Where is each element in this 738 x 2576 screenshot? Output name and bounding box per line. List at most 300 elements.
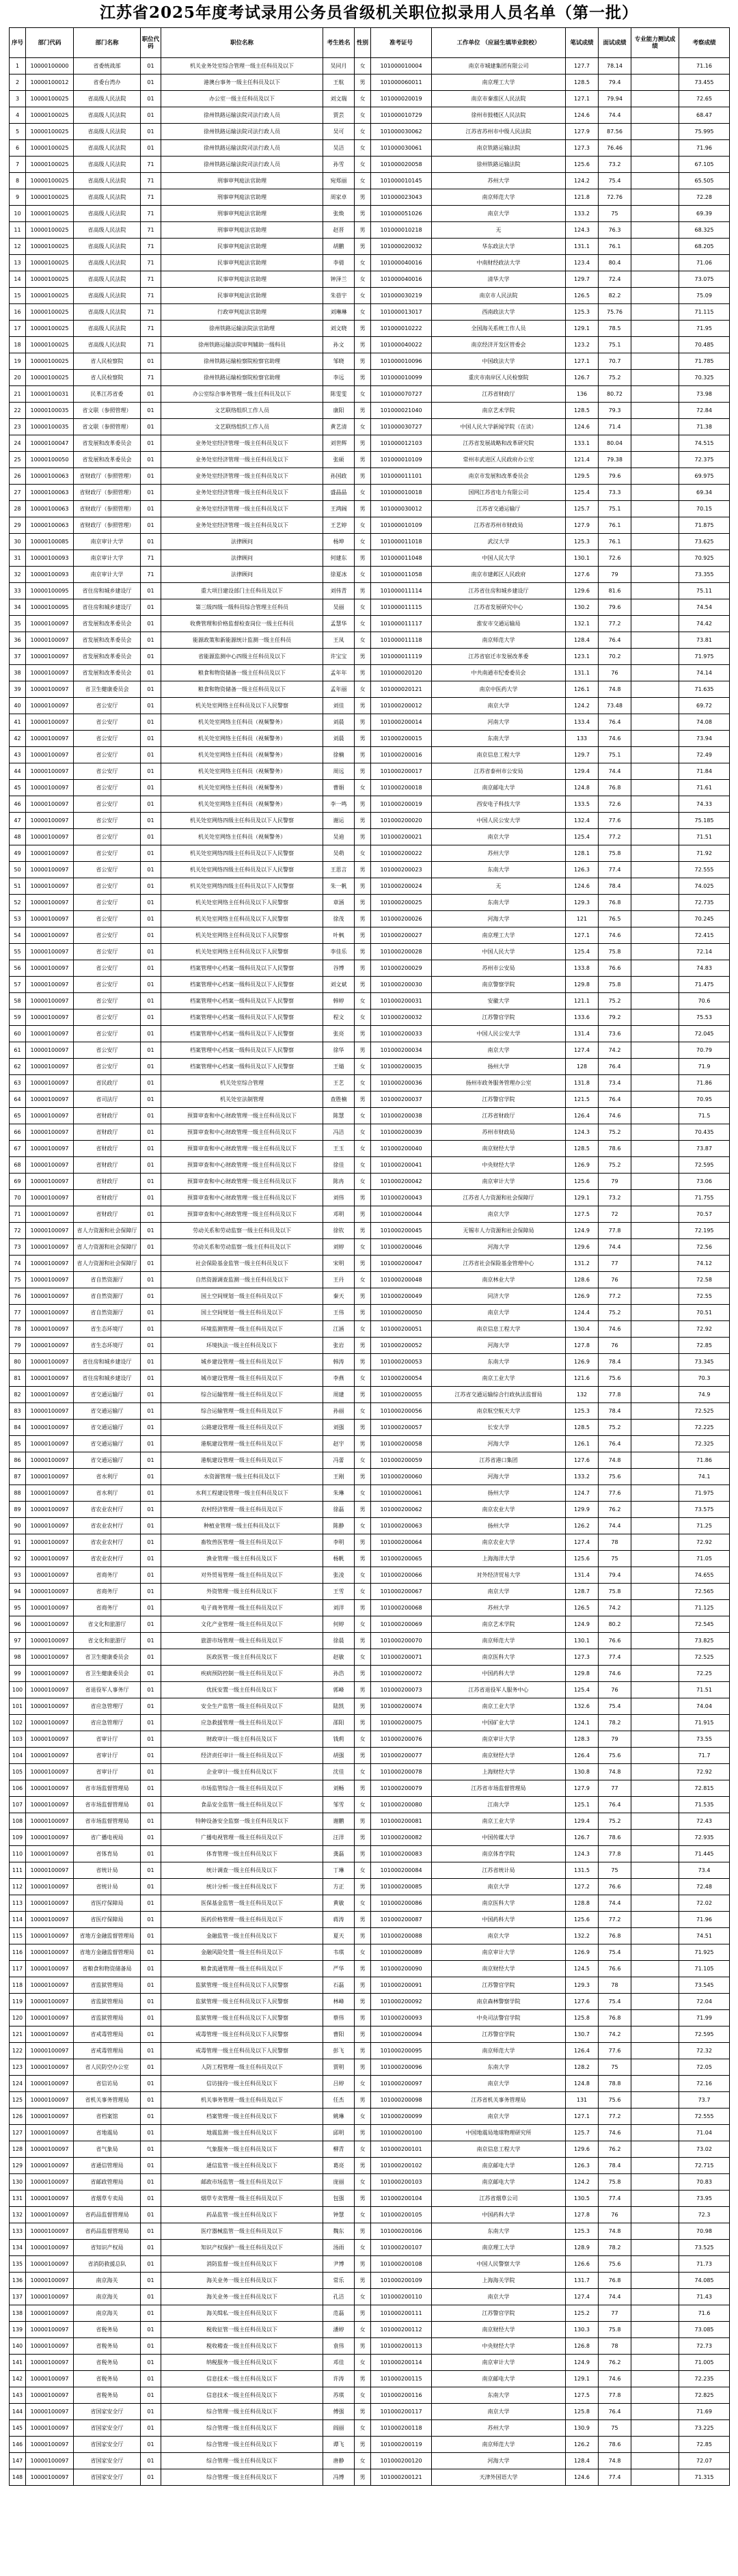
- cell-post-code: 01: [141, 124, 161, 140]
- cell-dept-code: 10000100097: [26, 2174, 74, 2191]
- cell-exam-no: 101000200039: [371, 1124, 432, 1141]
- cell-post-name: 知识产权保护一级主任科员及以下: [161, 2240, 323, 2256]
- cell-post-code: 71: [141, 173, 161, 189]
- cell-dept-code: 10000100097: [26, 1321, 74, 1338]
- cell-skill-score: [631, 288, 679, 304]
- cell-employer: 中国人民大学: [432, 550, 566, 567]
- cell-interview-score: 79.6: [599, 599, 631, 616]
- cell-post-name: 机关处室网络主任科员（视频警务）: [161, 829, 323, 845]
- cell-total-score: 71.96: [679, 140, 730, 157]
- cell-name: 宛郑丽: [323, 173, 355, 189]
- cell-written-score: 132: [566, 1387, 599, 1403]
- cell-index: 38: [10, 665, 26, 681]
- cell-name: 刘文斌: [323, 977, 355, 993]
- cell-gender: 男: [355, 2223, 371, 2240]
- cell-written-score: 131.4: [566, 1026, 599, 1042]
- cell-total-score: 74.655: [679, 1567, 730, 1584]
- cell-post-code: 01: [141, 1239, 161, 1256]
- cell-written-score: 124.6: [566, 2469, 599, 2486]
- cell-exam-no: 101000030012: [371, 501, 432, 517]
- cell-interview-score: 76: [599, 2207, 631, 2223]
- cell-dept-code: 10000100097: [26, 993, 74, 1009]
- cell-dept-code: 10000100025: [26, 124, 74, 140]
- cell-post-code: 01: [141, 1977, 161, 1994]
- cell-dept-code: 10000100097: [26, 1387, 74, 1403]
- cell-written-score: 127.1: [566, 353, 599, 370]
- cell-exam-no: 101000020121: [371, 681, 432, 698]
- cell-gender: 男: [355, 550, 371, 567]
- cell-post-name: 徐州铁路运输检察院检察官助理: [161, 353, 323, 370]
- cell-exam-no: 101000200087: [371, 1912, 432, 1928]
- cell-post-name: 档案管理中心档案一级科员及以下人民警察: [161, 1026, 323, 1042]
- table-row: [10, 1748, 730, 1764]
- cell-post-name: 重大项目建设部门主任科员及以下: [161, 583, 323, 599]
- cell-skill-score: [631, 370, 679, 386]
- cell-exam-no: 101000200113: [371, 2338, 432, 2355]
- cell-gender: 男: [355, 796, 371, 813]
- cell-name: 吴洁: [323, 140, 355, 157]
- cell-gender: 女: [355, 2387, 371, 2404]
- cell-interview-score: 75: [599, 2420, 631, 2437]
- cell-post-name: 刑事审判庭法官助理: [161, 222, 323, 239]
- cell-index: 102: [10, 1715, 26, 1731]
- cell-written-score: 130.3: [566, 2322, 599, 2338]
- cell-name: 许宝宝: [323, 649, 355, 665]
- cell-exam-no: 101000200109: [371, 2273, 432, 2289]
- cell-interview-score: 75.4: [599, 1944, 631, 1961]
- table-row: [10, 977, 730, 993]
- cell-total-score: 73.81: [679, 632, 730, 649]
- cell-exam-no: 101000200047: [371, 1256, 432, 1272]
- cell-post-name: 徐州铁路运输检察院检察官助理: [161, 370, 323, 386]
- cell-written-score: 124.9: [566, 1616, 599, 1633]
- cell-skill-score: [631, 2289, 679, 2305]
- cell-post-name: 城市建设管理一级主任科员及以下: [161, 1370, 323, 1387]
- cell-index: 36: [10, 632, 26, 649]
- cell-employer: 南京师范大学: [432, 2437, 566, 2453]
- cell-index: 86: [10, 1452, 26, 1469]
- cell-index: 10: [10, 206, 26, 222]
- cell-dept-code: 10000100097: [26, 1108, 74, 1124]
- table-row: [10, 1354, 730, 1370]
- cell-post-name: 业务处室经济管理一级主任科员及以下: [161, 501, 323, 517]
- cell-written-score: 133.6: [566, 1009, 599, 1026]
- cell-interview-score: 76.1: [599, 534, 631, 550]
- cell-interview-score: 77.8: [599, 1387, 631, 1403]
- cell-exam-no: 101000200114: [371, 2355, 432, 2371]
- cell-employer: 同济大学: [432, 1288, 566, 1305]
- cell-skill-score: [631, 1157, 679, 1174]
- cell-interview-score: 71.4: [599, 419, 631, 435]
- cell-gender: 男: [355, 337, 371, 353]
- cell-dept-code: 10000100025: [26, 353, 74, 370]
- cell-employer: 江苏省泰州市公安局: [432, 763, 566, 780]
- cell-post-code: 01: [141, 91, 161, 107]
- table-row: [10, 2026, 730, 2043]
- cell-dept-name: 省交通运输厅: [74, 1403, 141, 1420]
- cell-total-score: 71.16: [679, 58, 730, 74]
- cell-post-name: 水资源管理一级主任科员及以下: [161, 1469, 323, 1485]
- cell-interview-score: 76.6: [599, 960, 631, 977]
- cell-employer: 西南政法大学: [432, 304, 566, 321]
- table-row: [10, 1436, 730, 1452]
- table-row: [10, 2404, 730, 2420]
- cell-dept-name: 省公安厅: [74, 747, 141, 763]
- cell-gender: 男: [355, 2305, 371, 2322]
- cell-dept-name: 省高级人民法院: [74, 91, 141, 107]
- cell-name: 刘伟青: [323, 583, 355, 599]
- cell-name: 胡强: [323, 1748, 355, 1764]
- cell-dept-code: 10000100097: [26, 1288, 74, 1305]
- cell-dept-name: 省财政厅: [74, 1190, 141, 1206]
- cell-post-code: 01: [141, 1042, 161, 1059]
- cell-total-score: 74.04: [679, 1698, 730, 1715]
- cell-employer: 东南大学: [432, 895, 566, 911]
- cell-post-code: 01: [141, 2305, 161, 2322]
- cell-interview-score: 82.2: [599, 288, 631, 304]
- cell-total-score: 73.355: [679, 567, 730, 583]
- cell-post-name: 渔业管理一级主任科员及以下: [161, 1551, 323, 1567]
- cell-total-score: 71.475: [679, 977, 730, 993]
- cell-dept-name: 省财政厅: [74, 1174, 141, 1190]
- cell-post-name: 业务处室经济管理一级主任科员及以下: [161, 485, 323, 501]
- cell-dept-name: 省文联（参照管理）: [74, 403, 141, 419]
- cell-post-code: 01: [141, 2141, 161, 2158]
- cell-gender: 女: [355, 517, 371, 534]
- cell-index: 90: [10, 1518, 26, 1534]
- cell-total-score: 71.535: [679, 1797, 730, 1813]
- cell-post-code: 01: [141, 944, 161, 960]
- cell-interview-score: 75.76: [599, 304, 631, 321]
- cell-name: 赵敏: [323, 1649, 355, 1666]
- cell-interview-score: 75.6: [599, 1748, 631, 1764]
- cell-exam-no: 101000200016: [371, 747, 432, 763]
- cell-total-score: 73.94: [679, 731, 730, 747]
- cell-dept-name: 省高级人民法院: [74, 140, 141, 157]
- cell-name: 徐茂: [323, 911, 355, 927]
- cell-written-score: 124.2: [566, 2174, 599, 2191]
- cell-dept-name: 省体育局: [74, 1846, 141, 1862]
- cell-dept-name: 省税务局: [74, 2322, 141, 2338]
- cell-written-score: 125.6: [566, 1551, 599, 1567]
- cell-employer: 南京大学: [432, 1879, 566, 1895]
- cell-name: 赵宇: [323, 1436, 355, 1452]
- cell-gender: 男: [355, 1666, 371, 1682]
- cell-dept-name: 省高级人民法院: [74, 239, 141, 255]
- cell-total-score: 72.32: [679, 2043, 730, 2059]
- cell-dept-name: 省公安厅: [74, 1042, 141, 1059]
- cell-interview-score: 76.4: [599, 714, 631, 731]
- cell-exam-no: 101000010109: [371, 517, 432, 534]
- cell-total-score: 71.61: [679, 780, 730, 796]
- cell-index: 62: [10, 1059, 26, 1075]
- cell-written-score: 126.9: [566, 1354, 599, 1370]
- cell-interview-score: 81.6: [599, 583, 631, 599]
- cell-total-score: 73.98: [679, 386, 730, 403]
- cell-interview-score: 78.4: [599, 1403, 631, 1420]
- cell-employer: 西安电子科技大学: [432, 796, 566, 813]
- table-row: [10, 189, 730, 206]
- cell-post-code: 01: [141, 403, 161, 419]
- cell-dept-name: 省人力资源和社会保障厅: [74, 1239, 141, 1256]
- cell-name: 叶枫: [323, 927, 355, 944]
- cell-dept-code: 10000100097: [26, 1633, 74, 1649]
- cell-interview-score: 76.4: [599, 2404, 631, 2420]
- cell-gender: 男: [355, 2256, 371, 2273]
- cell-index: 116: [10, 1944, 26, 1961]
- table-row: [10, 2092, 730, 2109]
- cell-total-score: 72.045: [679, 1026, 730, 1042]
- cell-dept-name: 省财政厅: [74, 1206, 141, 1223]
- cell-name: 常乐: [323, 2273, 355, 2289]
- cell-dept-code: 10000100097: [26, 796, 74, 813]
- cell-interview-score: 79.94: [599, 91, 631, 107]
- cell-name: 韩婷: [323, 993, 355, 1009]
- cell-post-code: 01: [141, 1551, 161, 1567]
- cell-name: 张焕: [323, 206, 355, 222]
- cell-total-score: 75.185: [679, 813, 730, 829]
- cell-name: 李倩: [323, 255, 355, 271]
- table-row: [10, 1452, 730, 1469]
- cell-written-score: 127.6: [566, 567, 599, 583]
- cell-index: 45: [10, 780, 26, 796]
- cell-total-score: 73.55: [679, 1731, 730, 1748]
- cell-dept-name: 省发展和改革委员会: [74, 616, 141, 632]
- cell-skill-score: [631, 74, 679, 91]
- cell-exam-no: 101000040016: [371, 271, 432, 288]
- cell-employer: 中国人民警察大学: [432, 2256, 566, 2273]
- cell-interview-score: 70.2: [599, 649, 631, 665]
- cell-dept-code: 10000100097: [26, 2010, 74, 2026]
- cell-post-code: 71: [141, 157, 161, 173]
- cell-total-score: 74.025: [679, 878, 730, 895]
- cell-employer: 江苏省宿迁市发展改革委: [432, 649, 566, 665]
- cell-index: 124: [10, 2076, 26, 2092]
- cell-total-score: 73.455: [679, 74, 730, 91]
- cell-skill-score: [631, 157, 679, 173]
- table-row: [10, 353, 730, 370]
- cell-gender: 男: [355, 1633, 371, 1649]
- cell-name: 邓明: [323, 1206, 355, 1223]
- cell-written-score: 125.4: [566, 485, 599, 501]
- cell-interview-score: 72.6: [599, 796, 631, 813]
- cell-interview-score: 77.8: [599, 2387, 631, 2404]
- cell-written-score: 125.7: [566, 501, 599, 517]
- cell-name: 孙丽: [323, 1403, 355, 1420]
- cell-skill-score: [631, 173, 679, 189]
- cell-index: 29: [10, 517, 26, 534]
- cell-dept-name: 省卫生健康委员会: [74, 681, 141, 698]
- cell-index: 68: [10, 1157, 26, 1174]
- cell-skill-score: [631, 1584, 679, 1600]
- cell-index: 11: [10, 222, 26, 239]
- cell-dept-code: 10000100097: [26, 2207, 74, 2223]
- cell-employer: 苏州市公安局: [432, 960, 566, 977]
- cell-post-name: 监狱管理一级主任科员及以下人民警察: [161, 1977, 323, 1994]
- cell-employer: 南京邮电大学: [432, 2158, 566, 2174]
- cell-total-score: 72.55: [679, 1288, 730, 1305]
- cell-index: 108: [10, 1813, 26, 1830]
- cell-exam-no: 101000200062: [371, 1502, 432, 1518]
- cell-written-score: 124.3: [566, 1124, 599, 1141]
- cell-index: 144: [10, 2404, 26, 2420]
- cell-name: 孟慧华: [323, 616, 355, 632]
- table-row: [10, 1387, 730, 1403]
- cell-written-score: 129.3: [566, 895, 599, 911]
- cell-post-name: 业务处室经济管理一级主任科员及以下: [161, 452, 323, 468]
- cell-post-code: 01: [141, 2043, 161, 2059]
- cell-gender: 男: [355, 206, 371, 222]
- cell-index: 73: [10, 1239, 26, 1256]
- cell-dept-code: 10000100097: [26, 2437, 74, 2453]
- cell-name: 宋明: [323, 1256, 355, 1272]
- cell-skill-score: [631, 435, 679, 452]
- col-header-employer: 工作单位 （应届生填毕业院校）: [432, 28, 566, 58]
- cell-gender: 男: [355, 1223, 371, 1239]
- cell-name: 李远: [323, 370, 355, 386]
- cell-total-score: 73.825: [679, 1633, 730, 1649]
- cell-gender: 女: [355, 2322, 371, 2338]
- cell-dept-name: 省财政厅: [74, 1157, 141, 1174]
- cell-interview-score: 75: [599, 1862, 631, 1879]
- cell-dept-name: 省税务局: [74, 2338, 141, 2355]
- cell-name: 袁伟: [323, 2338, 355, 2355]
- cell-post-code: 01: [141, 501, 161, 517]
- cell-exam-no: 101000200045: [371, 1223, 432, 1239]
- cell-employer: 江苏警官学院: [432, 1977, 566, 1994]
- cell-exam-no: 101000200021: [371, 829, 432, 845]
- cell-skill-score: [631, 1715, 679, 1731]
- cell-dept-name: 省国家安全厅: [74, 2420, 141, 2437]
- cell-written-score: 128.7: [566, 1584, 599, 1600]
- cell-skill-score: [631, 1124, 679, 1141]
- cell-post-code: 01: [141, 2355, 161, 2371]
- cell-skill-score: [631, 107, 679, 124]
- cell-name: 韩涛: [323, 1354, 355, 1370]
- cell-post-name: 机关处室网络主任科员（视频警务）: [161, 747, 323, 763]
- cell-post-name: 行政审判庭法官助理: [161, 304, 323, 321]
- cell-gender: 男: [355, 189, 371, 206]
- cell-employer: 中央司法警官学院: [432, 2010, 566, 2026]
- cell-dept-code: 10000100097: [26, 1042, 74, 1059]
- cell-exam-no: 101000200099: [371, 2109, 432, 2125]
- cell-gender: 男: [355, 1190, 371, 1206]
- cell-written-score: 128.5: [566, 1420, 599, 1436]
- cell-post-code: 01: [141, 1534, 161, 1551]
- cell-post-code: 01: [141, 862, 161, 878]
- cell-employer: 南京师范大学: [432, 1633, 566, 1649]
- table-row: [10, 1338, 730, 1354]
- cell-skill-score: [631, 1485, 679, 1502]
- cell-post-code: 01: [141, 1403, 161, 1420]
- cell-interview-score: 77.4: [599, 2469, 631, 2486]
- cell-total-score: 73.7: [679, 2092, 730, 2109]
- cell-interview-score: 74.6: [599, 2125, 631, 2141]
- cell-total-score: 69.975: [679, 468, 730, 485]
- cell-skill-score: [631, 321, 679, 337]
- cell-total-score: 71.25: [679, 1518, 730, 1534]
- cell-total-score: 68.325: [679, 222, 730, 239]
- cell-exam-no: 101000020058: [371, 157, 432, 173]
- cell-exam-no: 101000200071: [371, 1649, 432, 1666]
- cell-skill-score: [631, 2273, 679, 2289]
- cell-gender: 女: [355, 1075, 371, 1092]
- cell-name: 李燕: [323, 1370, 355, 1387]
- cell-post-code: 71: [141, 321, 161, 337]
- cell-interview-score: 72.6: [599, 550, 631, 567]
- cell-dept-code: 10000100097: [26, 1551, 74, 1567]
- cell-post-name: 港航建设管理一级主任科员及以下: [161, 1452, 323, 1469]
- cell-exam-no: 101000040016: [371, 255, 432, 271]
- cell-exam-no: 101000200112: [371, 2322, 432, 2338]
- cell-dept-code: 10000100097: [26, 1502, 74, 1518]
- cell-exam-no: 101000200073: [371, 1682, 432, 1698]
- cell-exam-no: 101000200068: [371, 1600, 432, 1616]
- cell-employer: 南京财经大学: [432, 1961, 566, 1977]
- cell-post-name: 刑事审判庭法官助理: [161, 189, 323, 206]
- cell-written-score: 127.1: [566, 2109, 599, 2125]
- cell-post-code: 01: [141, 485, 161, 501]
- cell-skill-score: [631, 2109, 679, 2125]
- cell-dept-name: 省公安厅: [74, 731, 141, 747]
- cell-gender: 女: [355, 1764, 371, 1780]
- cell-skill-score: [631, 124, 679, 140]
- cell-dept-name: 省高级人民法院: [74, 173, 141, 189]
- table-row: [10, 1764, 730, 1780]
- cell-dept-name: 省公安厅: [74, 960, 141, 977]
- cell-exam-no: 101000200080: [371, 1797, 432, 1813]
- cell-dept-code: 10000100097: [26, 1649, 74, 1666]
- cell-gender: 男: [355, 2404, 371, 2420]
- cell-index: 146: [10, 2437, 26, 2453]
- table-row: [10, 370, 730, 386]
- table-row: [10, 501, 730, 517]
- cell-written-score: 126.1: [566, 681, 599, 698]
- cell-dept-code: 10000100063: [26, 501, 74, 517]
- table-row: [10, 2273, 730, 2289]
- cell-employer: 南京师范大学: [432, 2043, 566, 2059]
- cell-skill-score: [631, 2092, 679, 2109]
- cell-index: 13: [10, 255, 26, 271]
- cell-post-code: 01: [141, 517, 161, 534]
- cell-skill-score: [631, 1452, 679, 1469]
- cell-skill-score: [631, 2207, 679, 2223]
- table-row: [10, 2338, 730, 2355]
- table-row: [10, 2420, 730, 2437]
- cell-employer: 南京理工大学: [432, 927, 566, 944]
- cell-interview-score: 78.4: [599, 2158, 631, 2174]
- cell-written-score: 124.2: [566, 173, 599, 189]
- cell-gender: 女: [355, 1797, 371, 1813]
- cell-interview-score: 74.6: [599, 927, 631, 944]
- table-row: [10, 698, 730, 714]
- cell-interview-score: 74.2: [599, 1600, 631, 1616]
- cell-written-score: 121.6: [566, 1370, 599, 1387]
- table-row: [10, 271, 730, 288]
- cell-post-code: 01: [141, 1649, 161, 1666]
- cell-name: 彭飞: [323, 2043, 355, 2059]
- cell-total-score: 70.51: [679, 1305, 730, 1321]
- cell-dept-code: 10000100097: [26, 1206, 74, 1223]
- cell-post-code: 01: [141, 419, 161, 435]
- table-row: [10, 1108, 730, 1124]
- cell-dept-name: 南京海关: [74, 2305, 141, 2322]
- cell-post-code: 01: [141, 2338, 161, 2355]
- cell-employer: 南京艺术学院: [432, 403, 566, 419]
- cell-post-code: 01: [141, 599, 161, 616]
- cell-dept-name: 省公安厅: [74, 829, 141, 845]
- cell-written-score: 130.5: [566, 2191, 599, 2207]
